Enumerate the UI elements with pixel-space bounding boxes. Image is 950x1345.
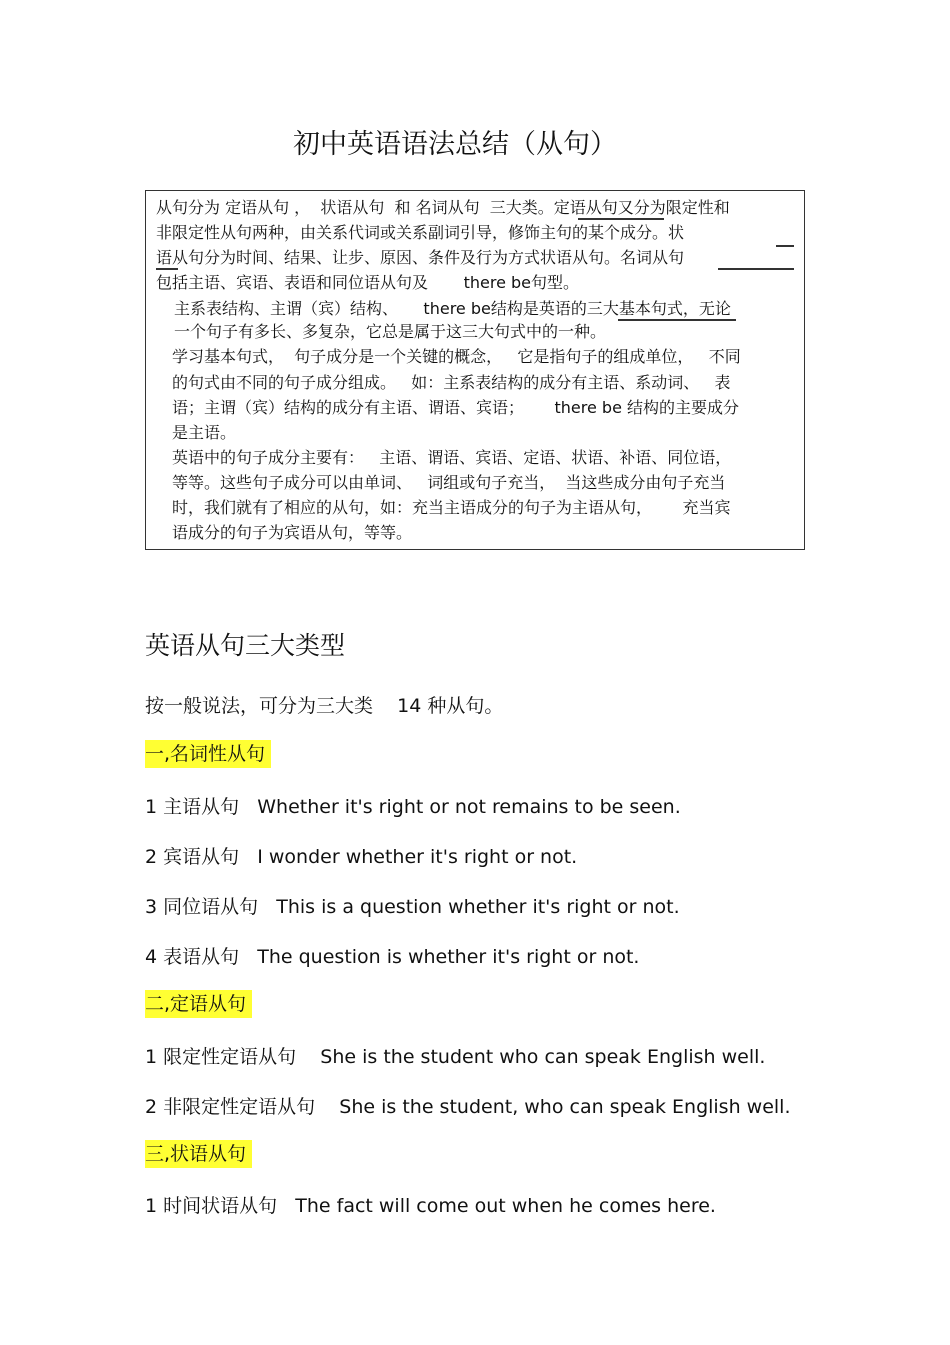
clause-example: 3 同位语从句 This is a question whether it's right or not.: [145, 896, 680, 918]
intro-line: 从句分为 定语从句 ， 状语从句 和 名词从句 三大类。定语从句又分为限定性和: [156, 198, 730, 217]
intro-line: 是主语。: [172, 423, 237, 442]
group-heading-noun-clauses: 一,名词性从句: [145, 740, 271, 768]
clause-example: 1 限定性定语从句 She is the student who can speak English well.: [145, 1046, 766, 1068]
clause-example: 4 表语从句 The question is whether it's right or not.: [145, 946, 640, 968]
intro-line: 语；主谓（宾）结构的成分有主语、谓语、宾语； there be 结构的主要成分: [172, 398, 740, 417]
handwritten-underline: [578, 218, 664, 220]
intro-line: 语成分的句子为宾语从句，等等。: [172, 523, 413, 542]
clause-example: 1 时间状语从句 The fact will come out when he comes here.: [145, 1195, 716, 1217]
page-title: 初中英语语法总结（从句）: [293, 129, 617, 160]
handwritten-underline: [156, 268, 178, 270]
handwritten-mark: [776, 245, 794, 247]
handwritten-underline: [618, 319, 736, 321]
clause-example: 2 非限定性定语从句 She is the student, who can speak English well.: [145, 1096, 791, 1118]
intro-line: 学习基本句式， 句子成分是一个关键的概念， 它是指句子的组成单位， 不同: [172, 347, 741, 366]
group-heading-attributive-clauses: 二,定语从句: [145, 990, 252, 1018]
clause-example: 1 主语从句 Whether it's right or not remains to be seen.: [145, 796, 681, 818]
summary-text: 按一般说法，可分为三大类 14 种从句。: [145, 695, 504, 717]
group-heading-adverbial-clauses: 三,状语从句: [145, 1140, 252, 1168]
intro-line: 一个句子有多长、多复杂，它总是属于这三大句式中的一种。: [174, 322, 607, 341]
handwritten-underline: [718, 268, 794, 270]
intro-box: [145, 190, 805, 550]
intro-line: 英语中的句子成分主要有： 主语、谓语、宾语、定语、状语、补语、同位语，: [172, 448, 732, 467]
clause-example: 2 宾语从句 I wonder whether it's right or not.: [145, 846, 578, 868]
intro-line: 包括主语、宾语、表语和同位语从句及 there be句型。: [156, 273, 580, 292]
intro-line: 语从句分为时间、结果、让步、原因、条件及行为方式状语从句。名词从句: [156, 248, 685, 267]
intro-line: 等等。这些句子成分可以由单词、 词组或句子充当， 当这些成分由句子充当: [172, 473, 726, 492]
intro-line: 主系表结构、主谓（宾）结构、 there be结构是英语的三大基本句式，无论: [174, 299, 731, 318]
section-heading: 英语从句三大类型: [145, 631, 346, 660]
intro-line: 时，我们就有了相应的从句，如：充当主语成分的句子为主语从句， 充当宾: [172, 498, 731, 517]
intro-line: 非限定性从句两种，由关系代词或关系副词引导，修饰主句的某个成分。状: [156, 223, 685, 242]
intro-line: 的句式由不同的句子成分组成。 如：主系表结构的成分有主语、系动词、 表: [172, 373, 731, 392]
